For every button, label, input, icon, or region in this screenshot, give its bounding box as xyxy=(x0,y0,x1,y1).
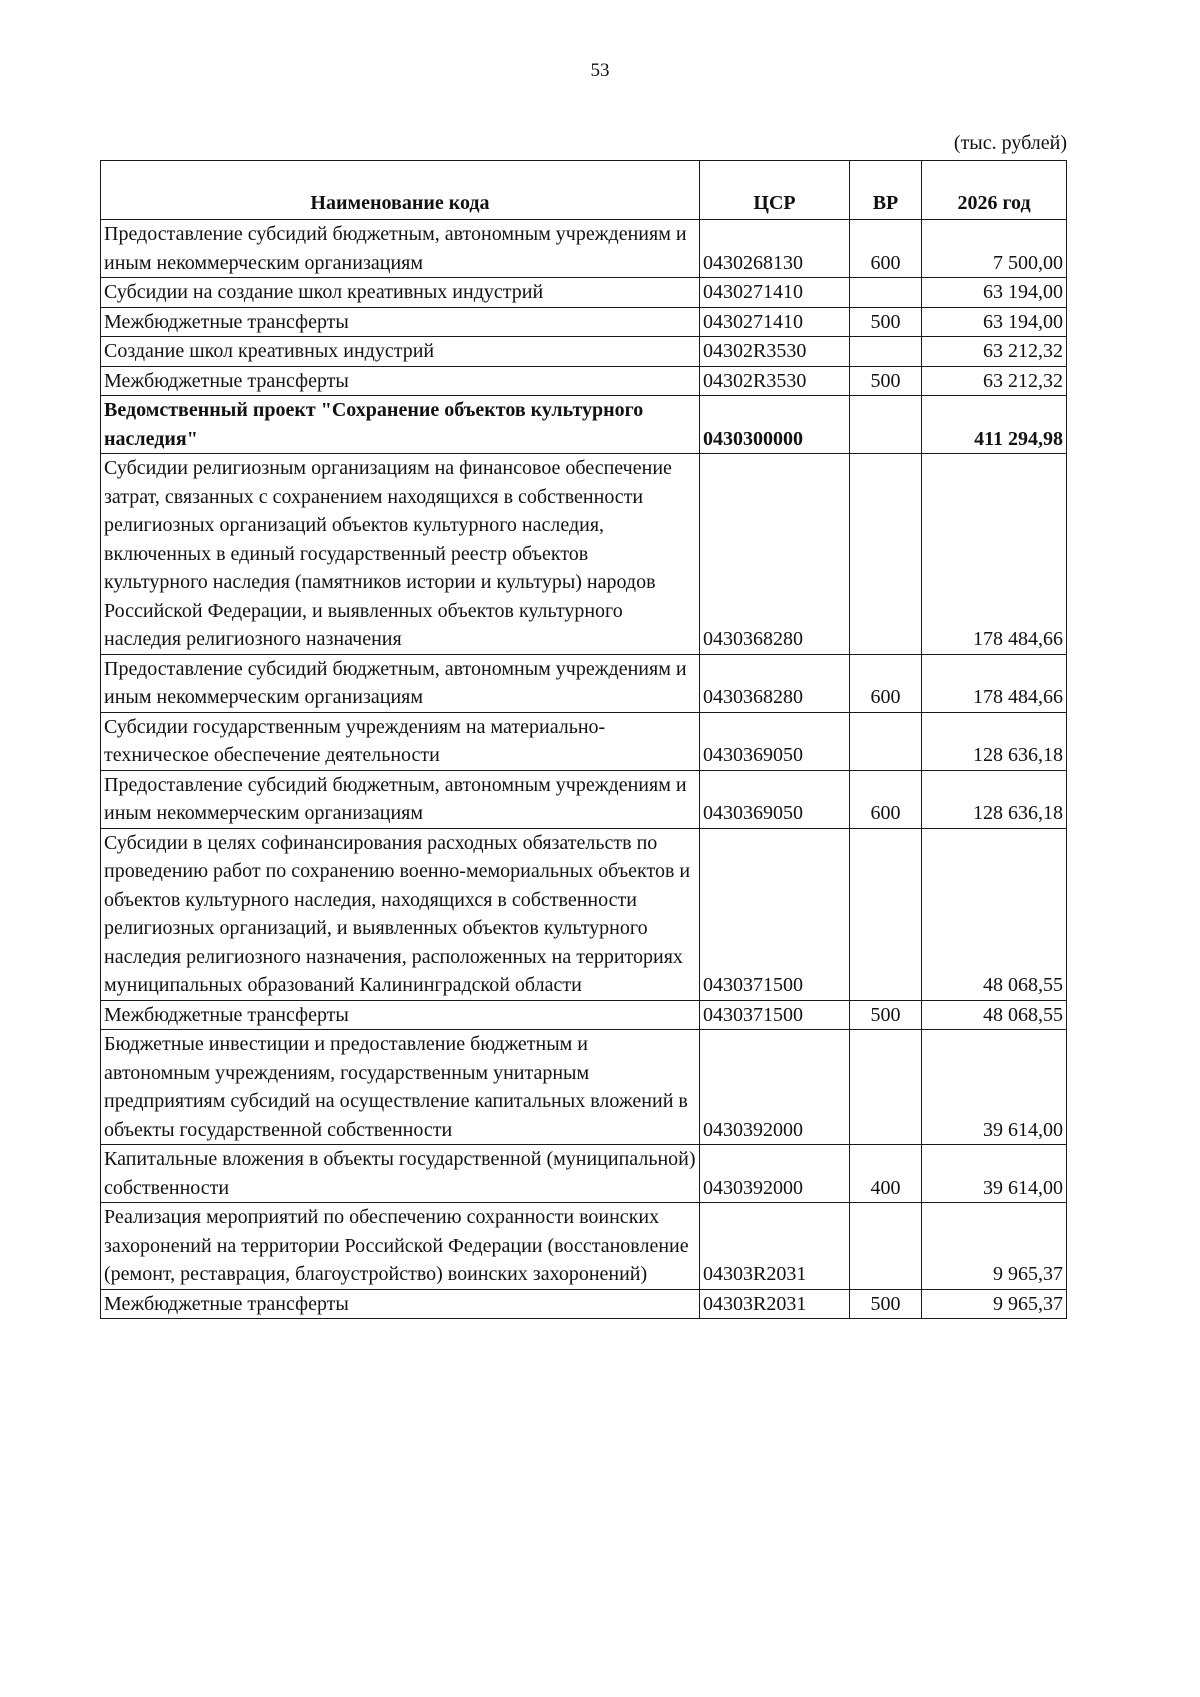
row-csr-cell: 0430368280 xyxy=(700,654,850,712)
row-name-cell: Межбюджетные трансферты xyxy=(101,1289,700,1319)
budget-table xyxy=(100,160,1067,1319)
row-csr-cell: 0430371500 xyxy=(700,1000,850,1030)
table-row xyxy=(101,1145,1067,1203)
row-name-cell: Предоставление субсидий бюджетным, автономным учреждениям и иным некоммерческим организациям xyxy=(101,220,700,278)
table-row xyxy=(101,1030,1067,1145)
header-amount: 2026 год xyxy=(922,161,1067,220)
row-csr-cell: 0430371500 xyxy=(700,828,850,1000)
row-vr-cell xyxy=(850,712,922,770)
table-row xyxy=(101,712,1067,770)
row-csr-cell: 04302R3530 xyxy=(700,337,850,367)
row-vr-cell: 600 xyxy=(850,220,922,278)
row-vr-cell xyxy=(850,454,922,655)
table-row xyxy=(101,770,1067,828)
row-csr-cell: 0430300000 xyxy=(700,396,850,454)
row-amount-cell: 178 484,66 xyxy=(922,454,1067,655)
row-amount-cell: 128 636,18 xyxy=(922,712,1067,770)
units-label: (тыс. рублей) xyxy=(953,132,1067,154)
table-row xyxy=(101,366,1067,396)
row-csr-cell: 0430271410 xyxy=(700,278,850,308)
row-amount-cell: 48 068,55 xyxy=(922,828,1067,1000)
row-vr-cell: 500 xyxy=(850,366,922,396)
row-amount-cell: 178 484,66 xyxy=(922,654,1067,712)
row-name-cell: Реализация мероприятий по обеспечению сохранности воинских захоронений на территории Российской Федерации (восстановление (ремонт, реставрация, благоустройство) воинских захоронений) xyxy=(101,1203,700,1290)
table-row xyxy=(101,337,1067,367)
table-row xyxy=(101,1000,1067,1030)
row-csr-cell: 0430392000 xyxy=(700,1145,850,1203)
row-csr-cell: 04303R2031 xyxy=(700,1203,850,1290)
row-csr-cell: 0430268130 xyxy=(700,220,850,278)
row-amount-cell: 39 614,00 xyxy=(922,1145,1067,1203)
row-vr-cell: 500 xyxy=(850,1000,922,1030)
row-csr-cell: 0430369050 xyxy=(700,712,850,770)
table-row xyxy=(101,654,1067,712)
row-vr-cell: 600 xyxy=(850,770,922,828)
row-name-cell: Субсидии на создание школ креативных индустрий xyxy=(101,278,700,308)
row-amount-cell: 411 294,98 xyxy=(922,396,1067,454)
row-amount-cell: 63 194,00 xyxy=(922,278,1067,308)
header-vr: ВР xyxy=(850,161,922,220)
row-name-cell: Межбюджетные трансферты xyxy=(101,366,700,396)
row-csr-cell: 0430368280 xyxy=(700,454,850,655)
row-vr-cell xyxy=(850,337,922,367)
table-body xyxy=(101,220,1067,1319)
row-amount-cell: 9 965,37 xyxy=(922,1203,1067,1290)
row-amount-cell: 9 965,37 xyxy=(922,1289,1067,1319)
row-amount-cell: 39 614,00 xyxy=(922,1030,1067,1145)
row-csr-cell: 0430271410 xyxy=(700,307,850,337)
row-name-cell: Создание школ креативных индустрий xyxy=(101,337,700,367)
row-vr-cell: 500 xyxy=(850,307,922,337)
table-row xyxy=(101,220,1067,278)
row-vr-cell xyxy=(850,828,922,1000)
row-csr-cell: 04302R3530 xyxy=(700,366,850,396)
row-vr-cell xyxy=(850,1203,922,1290)
row-amount-cell: 7 500,00 xyxy=(922,220,1067,278)
row-name-cell: Бюджетные инвестиции и предоставление бюджетным и автономным учреждениям, государственным унитарным предприятиям субсидий на осуществление капитальных вложений в объекты государственной собственности xyxy=(101,1030,700,1145)
row-amount-cell: 128 636,18 xyxy=(922,770,1067,828)
header-name: Наименование кода xyxy=(101,161,700,220)
table-header xyxy=(101,161,1067,220)
row-name-cell: Предоставление субсидий бюджетным, автономным учреждениям и иным некоммерческим организациям xyxy=(101,654,700,712)
row-name-cell: Субсидии государственным учреждениям на материально-техническое обеспечение деятельности xyxy=(101,712,700,770)
row-name-cell: Капитальные вложения в объекты государственной (муниципальной) собственности xyxy=(101,1145,700,1203)
row-amount-cell: 63 194,00 xyxy=(922,307,1067,337)
table-row xyxy=(101,278,1067,308)
table-row xyxy=(101,828,1067,1000)
row-vr-cell xyxy=(850,278,922,308)
page-number: 53 xyxy=(590,60,610,81)
row-csr-cell: 0430369050 xyxy=(700,770,850,828)
table-row xyxy=(101,1203,1067,1290)
row-name-cell: Межбюджетные трансферты xyxy=(101,1000,700,1030)
row-amount-cell: 63 212,32 xyxy=(922,337,1067,367)
row-name-cell: Предоставление субсидий бюджетным, автономным учреждениям и иным некоммерческим организациям xyxy=(101,770,700,828)
row-amount-cell: 48 068,55 xyxy=(922,1000,1067,1030)
header-row xyxy=(101,161,1067,220)
row-csr-cell: 0430392000 xyxy=(700,1030,850,1145)
row-name-cell: Субсидии в целях софинансирования расходных обязательств по проведению работ по сохранению военно-мемориальных объектов и объектов культурного наследия, находящихся в собственности религиозных организаций, и выявленных объектов культурного наследия религиозного назначения, расположенных на территориях муниципальных образований Калининградской области xyxy=(101,828,700,1000)
table-row xyxy=(101,396,1067,454)
row-vr-cell xyxy=(850,1030,922,1145)
row-vr-cell: 500 xyxy=(850,1289,922,1319)
table-row xyxy=(101,1289,1067,1319)
row-vr-cell: 400 xyxy=(850,1145,922,1203)
row-name-cell: Ведомственный проект "Сохранение объектов культурного наследия" xyxy=(101,396,700,454)
row-vr-cell: 600 xyxy=(850,654,922,712)
row-name-cell: Межбюджетные трансферты xyxy=(101,307,700,337)
table-row xyxy=(101,454,1067,655)
row-amount-cell: 63 212,32 xyxy=(922,366,1067,396)
row-csr-cell: 04303R2031 xyxy=(700,1289,850,1319)
row-vr-cell xyxy=(850,396,922,454)
table-row xyxy=(101,307,1067,337)
header-csr: ЦСР xyxy=(700,161,850,220)
row-name-cell: Субсидии религиозным организациям на финансовое обеспечение затрат, связанных с сохранением находящихся в собственности религиозных организаций объектов культурного наследия, включенных в единый государственный реестр объектов культурного наследия (памятников истории и культуры) народов Российской Федерации, и выявленных объектов культурного наследия религиозного назначения xyxy=(101,454,700,655)
